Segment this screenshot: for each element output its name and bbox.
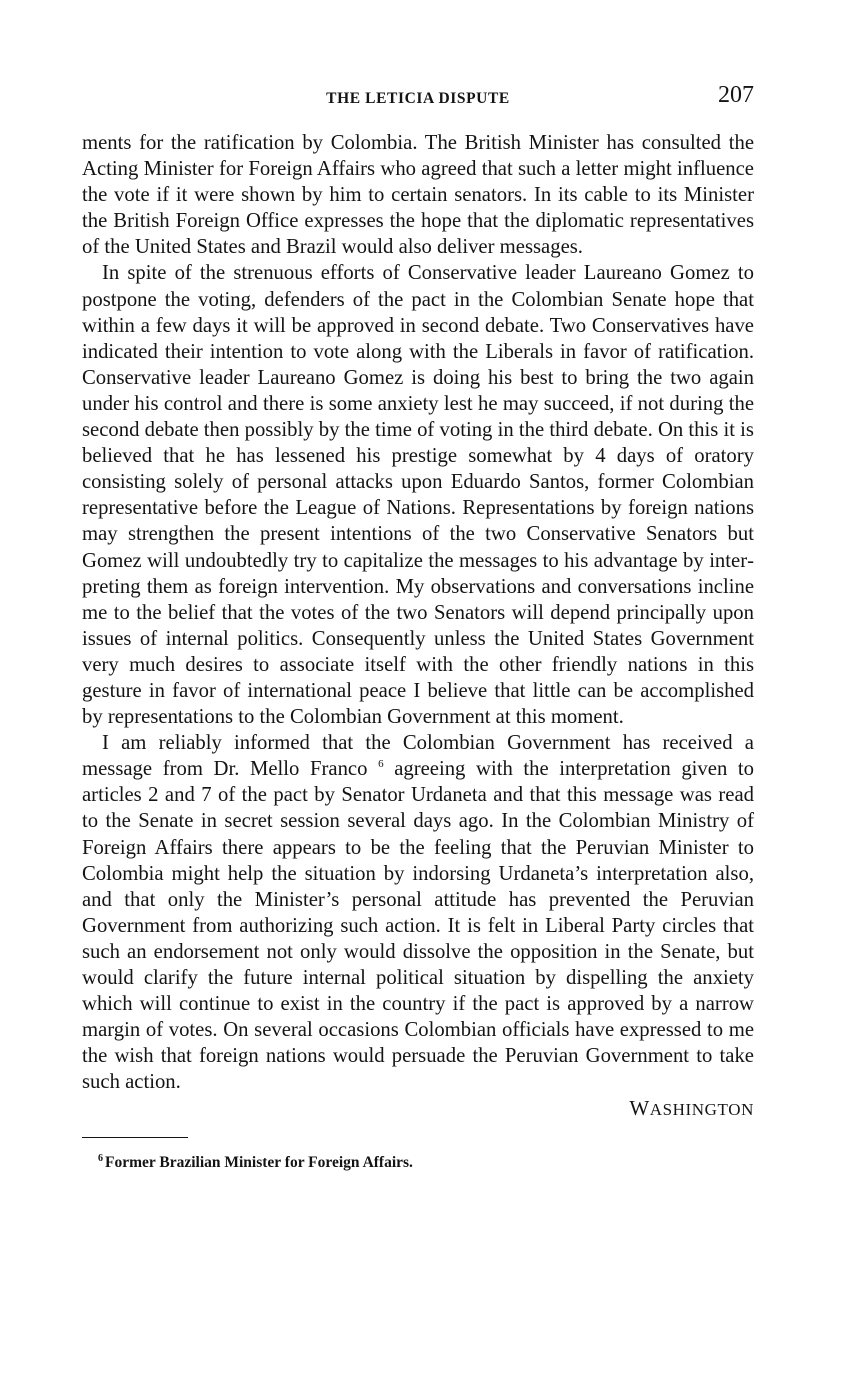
running-title: THE LETICIA DISPUTE — [326, 90, 510, 107]
paragraph-3 — [82, 730, 754, 1095]
document-page — [82, 84, 754, 1172]
signature — [82, 1097, 754, 1121]
paragraph-1: ments for the ratification by Colombia. The British Minister has consulted the Acting Minister for Foreign Affairs who agreed that such a letter might influence the vote if it were shown by him to certain senators. In its cable to its Minister the British Foreign Office expresses the hope that the diplomatic representatives of the United States and Brazil would also deliver messages. — [82, 132, 754, 259]
page-number: 207 — [718, 82, 754, 108]
running-head — [82, 84, 754, 118]
body-text — [82, 130, 754, 1095]
signature-rest: ASHINGTON — [649, 1100, 754, 1120]
paragraph-2: In spite of the strenuous efforts of Conservative leader Laureano Gomez to postpone the voting, defenders of the pact in the Colombian Senate hope that within a few days it will be approved in second debate. Two Conservatives have indicated their intention to vote along with the Liberals in favor of ratification. Conservative leader Laureano Gomez is doing his best to bring the two again under his control and there is some anxiety lest he may succeed, if not during the second debate then possibly by the time of voting in the third debate. On this it is believed that he has lessened his prestige somewhat by 4 days of oratory consisting solely of personal attacks upon Eduardo Santos, former Colombian representative before the League of Nations. Representations by foreign nations may strengthen the present intentions of the two Conservative Senators but Gomez will undoubtedly try to capitalize the messages to his advantage by interpreting them as foreign intervention. My observations and conversations incline me to the belief that the votes of the two Senators will depend principally upon issues of internal politics. Consequently unless the United States Government very much desires to associate itself with the other friendly nations in this gesture in favor of international peace I believe that little can be accomplished by representations to the Colombian Government at this moment. — [82, 262, 754, 729]
footnote-text: Former Brazilian Minister for Foreign Affairs. — [105, 1154, 413, 1172]
signature-initial: W — [629, 1096, 650, 1121]
footnote — [98, 1154, 754, 1172]
footnote-reference: 6 — [378, 758, 384, 771]
footnote-divider — [82, 1137, 188, 1138]
paragraph-3-text-a: I am reliably informed that the Colombian Government has received a message from Dr. Mello Franco — [82, 732, 754, 781]
paragraph-3-text-b: agreeing with the interpretation given to articles 2 and 7 of the pact by Senator Urdaneta and that this message was read to the Senate in secret session several days ago. In the Colombian Ministry of Foreign Affairs there appears to be the feeling that the Peruvian Minister to Colombia might help the situation by indorsing Urdaneta’s interpretation also, and that only the Minister’s personal attitude has prevented the Peruvian Government from authorizing such action. It is felt in Liberal Party circles that such an endorsement not only would dissolve the opposition in the Senate, but would clarify the future internal political situation by dispelling the anxiety which will continue to exist in the country if the pact is approved by a narrow margin of votes. On several occasions Colombian officials have expressed to me the wish that foreign nations would persuade the Peruvian Government to take such action. — [82, 758, 754, 1094]
footnote-mark: 6 — [98, 1153, 103, 1165]
